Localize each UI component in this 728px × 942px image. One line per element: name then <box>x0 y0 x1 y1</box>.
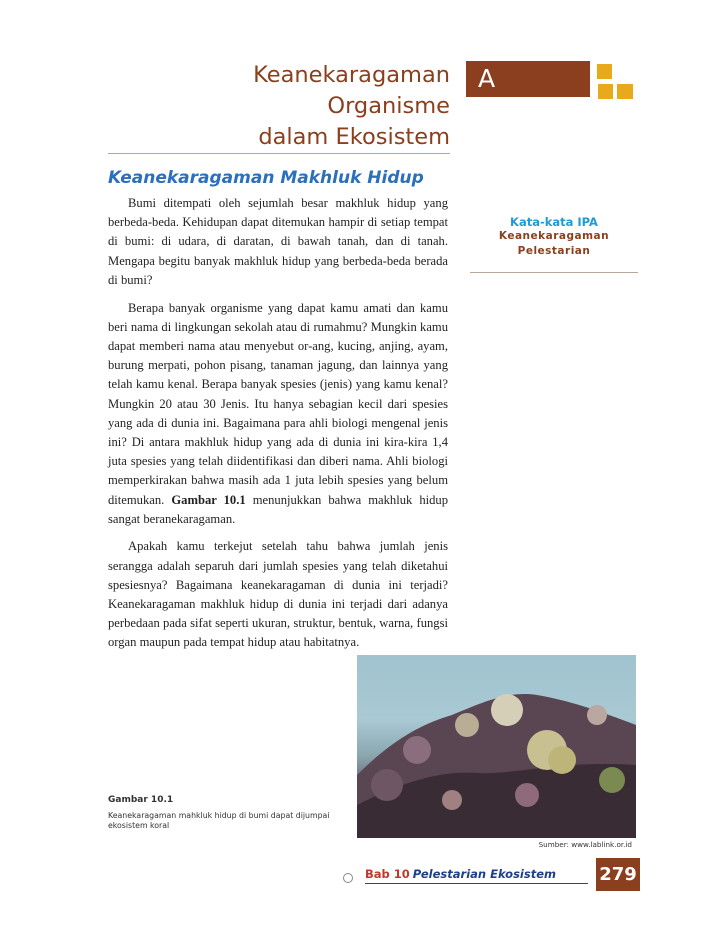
body-text <box>108 194 448 661</box>
subheading: Keanekaragaman Makhluk Hidup <box>108 168 424 188</box>
circle-marker-icon <box>343 873 353 883</box>
title-line-3: dalam Ekosistem <box>258 124 450 150</box>
title-line-2: Organisme <box>327 93 450 119</box>
title-divider <box>108 153 450 154</box>
footer-divider <box>365 883 588 884</box>
keyword-item: Keanekaragaman <box>498 230 610 242</box>
figure-caption-text: Keanekaragaman mahkluk hidup di bumi dapat dijumpai ekosistem koral <box>108 811 330 830</box>
footer <box>365 867 556 881</box>
decorative-square <box>598 84 613 99</box>
section-title <box>190 60 450 153</box>
coral-reef-illustration <box>357 655 636 838</box>
keywords-box <box>470 200 638 273</box>
paragraph-2-text: Berapa banyak organisme yang dapat kamu amati dan kamu beri nama di lingkungan sekolah atau di rumahmu? Mungkin kamu dapat memberi nama atau menyebut or-ang, kucing, anjing, ayam, burung merpati, pohon pisang, tanaman jagung, dan lainnya yang telah kamu kenal. Berapa banyak spesies (jenis) yang kamu kenal? Mungkin 20 atau 30 Jenis. Itu hanya sebagian kecil dari spesies yang ada di dunia ini. Bagaimana para ahli biologi mengenal jenis ini? Di antara makhluk hidup yang ada di dunia ini kira-kira 1,4 juta spesies yang telah diidentifikasi dan diberi nama. Ahli biologi memperkirakan bahwa masih ada 1 juta lebih spesies yang belum ditemukan. <box>108 300 448 507</box>
paragraph-1: Bumi ditempati oleh sejumlah besar makhluk hidup yang berbeda-beda. Kehidupan dapat ditemukan hampir di setiap tempat di bumi: di udara, di daratan, di bawah tanah, dan di tanah. Mengapa begitu banyak makhluk hidup yang berbeda-beda berada di bumi? <box>108 196 448 287</box>
paragraph-2 <box>108 299 448 529</box>
chapter-number: Bab 10 <box>365 867 410 881</box>
keywords-title: Kata-kata IPA <box>510 215 598 229</box>
figure-source: Sumber: www.lablink.or.id <box>538 840 632 849</box>
paragraph-2-end: menunjukkan bahwa makhluk hidup sangat beranekaragaman. <box>108 492 449 526</box>
figure-reference: Gambar 10.1 <box>171 492 246 507</box>
chapter-title: Pelestarian Ekosistem <box>412 867 556 881</box>
page-number: 279 <box>596 858 640 891</box>
figure-title: Gambar 10.1 <box>108 795 174 805</box>
figure-caption <box>108 795 358 831</box>
coral-reef-photo <box>357 655 636 838</box>
section-letter-box: A <box>466 61 590 97</box>
decorative-square <box>597 64 612 79</box>
title-line-1: Keanekaragaman <box>253 62 450 88</box>
decorative-square <box>617 84 633 99</box>
paragraph-3: Apakah kamu terkejut setelah tahu bahwa jumlah jenis serangga adalah separuh dari jumlah spesies yang telah diketahui spesiesnya? Bagaimana keanekaragaman di dunia ini terjadi? Keanekaragaman makhluk hidup di dunia ini terjadi dari adanya perbedaan pada sifat seperti ukuran, struktur, bentuk, warna, fungsi organ maupun pada tempat hidup atau habitatnya. <box>108 539 448 650</box>
keyword-item: Pelestarian <box>517 245 591 257</box>
